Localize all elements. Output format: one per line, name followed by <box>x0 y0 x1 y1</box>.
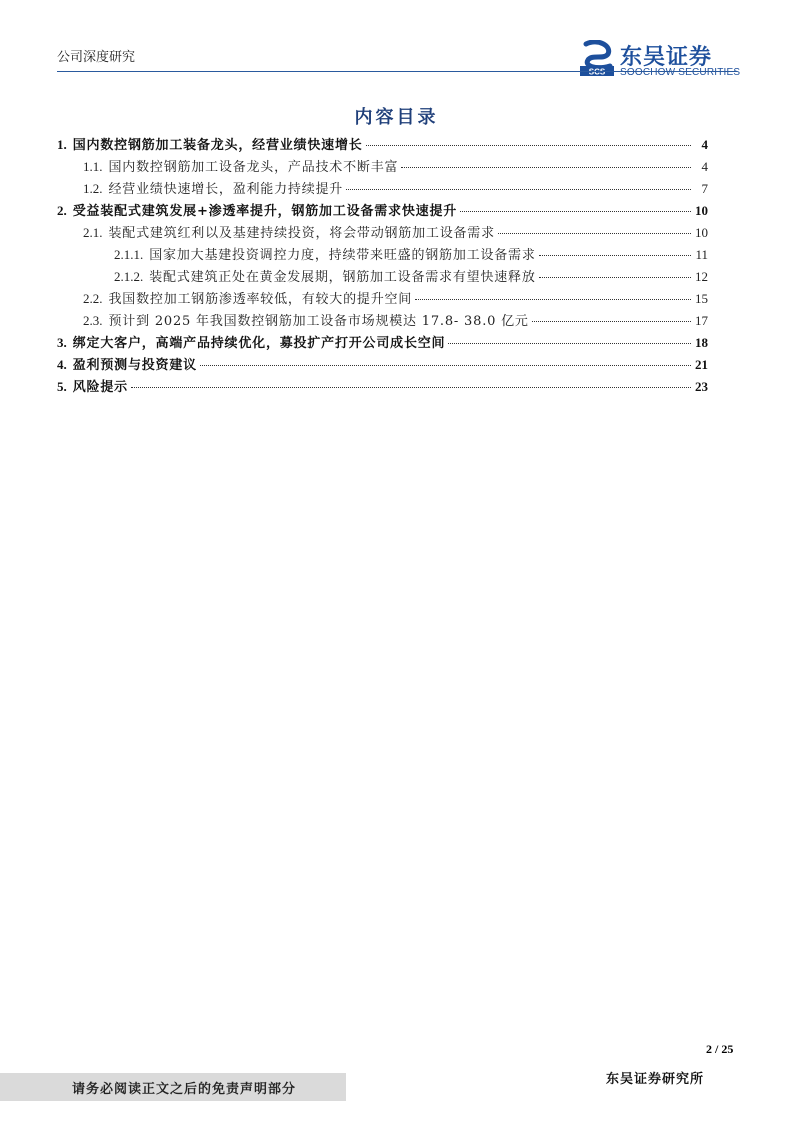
toc-entry-label: 受益装配式建筑发展+渗透率提升，钢筋加工设备需求快速提升 <box>72 204 458 219</box>
brand-logo <box>578 40 741 78</box>
toc-entry-label: 我国数控加工钢筋渗透率较低，有较大的提升空间 <box>108 292 413 307</box>
toc-leader-dots <box>346 189 691 190</box>
toc-entry[interactable] <box>114 266 708 287</box>
toc-entry-page: 11 <box>695 247 708 262</box>
toc-entry[interactable] <box>114 244 708 265</box>
toc-entry-page: 7 <box>701 181 708 196</box>
toc-leader-dots <box>532 321 691 322</box>
toc-leader-dots <box>415 299 691 300</box>
footer-institute: 东吴证券研究所 <box>606 1072 705 1087</box>
toc-entry-label: 预计到 2025 年我国数控钢筋加工设备市场规模达 17.8- 38.0 亿元 <box>108 314 529 329</box>
toc-entry-number: 1. <box>57 137 67 152</box>
toc-entry-page: 23 <box>695 379 708 394</box>
toc-entry[interactable] <box>57 200 708 221</box>
brand-mark-icon <box>578 40 618 78</box>
toc-entry-number: 2.1.2. <box>114 269 144 284</box>
toc-entry-number: 2. <box>57 203 67 218</box>
toc-entry-number: 4. <box>57 357 67 372</box>
toc-entry[interactable] <box>57 354 708 375</box>
toc-entry-number: 1.1. <box>83 159 103 174</box>
toc-entry-label: 国家加大基建投资调控力度，持续带来旺盛的钢筋加工设备需求 <box>149 248 536 263</box>
toc-entry-label: 国内数控钢筋加工装备龙头，经营业绩快速增长 <box>72 138 363 153</box>
toc-entry[interactable] <box>83 178 708 199</box>
toc-entry-number: 2.1. <box>83 225 103 240</box>
toc-entry-label: 装配式建筑红利以及基建持续投资，将会带动钢筋加工设备需求 <box>108 226 495 241</box>
toc-entry-page: 10 <box>695 203 708 218</box>
brand-name-en: SOOCHOW SECURITIES <box>620 67 741 78</box>
toc-entry-label: 盈利预测与投资建议 <box>72 358 197 373</box>
toc-leader-dots <box>498 233 691 234</box>
toc-leader-dots <box>131 387 691 388</box>
toc-entry-label: 绑定大客户，高端产品持续优化，募投扩产打开公司成长空间 <box>72 336 446 351</box>
toc-leader-dots <box>366 145 691 146</box>
toc-leader-dots <box>200 365 691 366</box>
toc-entry-page: 15 <box>695 291 708 306</box>
toc-entry-label: 装配式建筑正处在黄金发展期，钢筋加工设备需求有望快速释放 <box>149 270 536 285</box>
toc-entry-number: 3. <box>57 335 67 350</box>
toc-entry-page: 21 <box>695 357 708 372</box>
toc-entry[interactable] <box>57 134 708 155</box>
toc-entry[interactable] <box>83 288 708 309</box>
toc-entry[interactable] <box>83 310 708 331</box>
toc-leader-dots <box>539 277 691 278</box>
toc-entry-number: 2.2. <box>83 291 103 306</box>
toc-entry-page: 4 <box>701 159 708 174</box>
toc-entry-page: 12 <box>695 269 708 284</box>
toc-entry-page: 10 <box>695 225 708 240</box>
toc-leader-dots <box>539 255 691 256</box>
toc-entry[interactable] <box>57 376 708 397</box>
toc-entry-number: 2.1.1. <box>114 247 144 262</box>
footer-disclaimer: 请务必阅读正文之后的免责声明部分 <box>72 1082 297 1097</box>
toc-entry[interactable] <box>57 332 708 353</box>
section-label: 公司深度研究 <box>57 50 136 65</box>
toc-entry[interactable] <box>83 156 708 177</box>
page-indicator: 2 / 25 <box>706 1042 734 1056</box>
header-divider <box>57 71 737 72</box>
toc-entry-page: 18 <box>695 335 708 350</box>
toc-entry-number: 2.3. <box>83 313 103 328</box>
brand-name-cn: 东吴证券 <box>620 45 713 70</box>
toc-entry-label: 经营业绩快速增长，盈利能力持续提升 <box>108 182 344 197</box>
toc-entry-page: 4 <box>701 137 708 152</box>
toc-leader-dots <box>448 343 691 344</box>
brand-mark-text: SCS <box>588 67 606 77</box>
toc-entry-number: 5. <box>57 379 67 394</box>
toc-leader-dots <box>401 167 691 168</box>
toc-entry-label: 国内数控钢筋加工设备龙头，产品技术不断丰富 <box>108 160 399 175</box>
toc-title: 内容目录 <box>354 107 439 128</box>
toc-entry-page: 17 <box>695 313 708 328</box>
toc-entry-number: 1.2. <box>83 181 103 196</box>
toc-leader-dots <box>460 211 691 212</box>
toc-entry[interactable] <box>83 222 708 243</box>
toc-entry-label: 风险提示 <box>72 380 128 395</box>
